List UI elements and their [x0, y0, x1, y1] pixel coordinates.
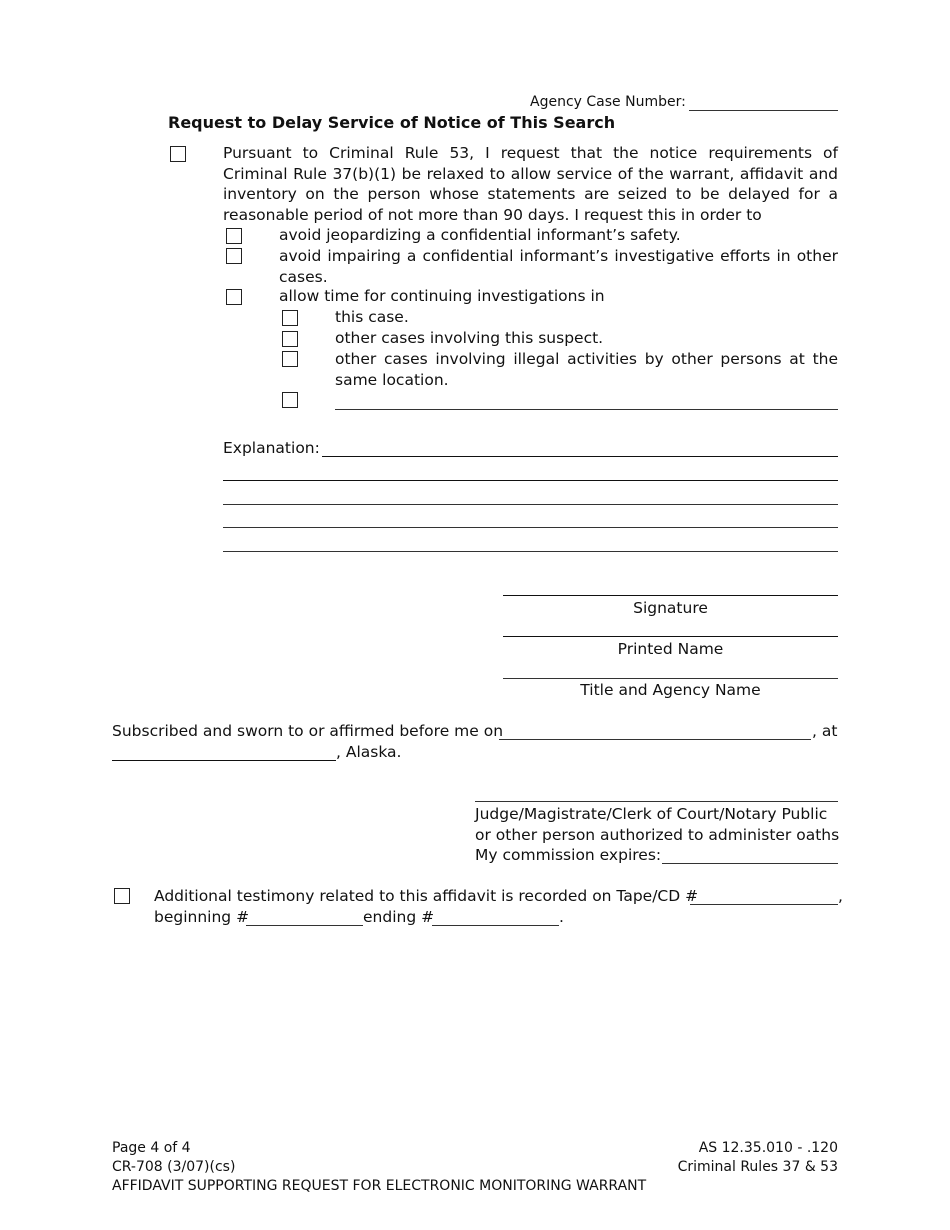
sworn-date-field[interactable]	[499, 739, 811, 740]
beginning-number-field[interactable]	[246, 925, 363, 926]
informant-efforts-checkbox[interactable]	[226, 248, 242, 264]
officer-title-line-1: Judge/Magistrate/Clerk of Court/Notary Public	[475, 805, 828, 823]
request-paragraph: Pursuant to Criminal Rule 53, I request that the notice requirements of Criminal Rule 37(b)(1) be relaxed to allow service of the warrant, affidavit and inventory on the person whose statements are seized to be delayed for a reasonable period of not more than 90 days. I request this in order to	[223, 144, 838, 225]
sworn-text: Subscribed and sworn to or affirmed before me on	[112, 722, 504, 740]
explanation-label: Explanation:	[223, 439, 320, 457]
at-text: , at	[812, 722, 838, 740]
this-case-checkbox[interactable]	[282, 310, 298, 326]
ending-number-field[interactable]	[432, 925, 559, 926]
explanation-field-line-2[interactable]	[223, 480, 838, 481]
explanation-field-line-4[interactable]	[223, 527, 838, 528]
informant-safety-label: avoid jeopardizing a confidential informant’s safety.	[279, 226, 681, 244]
statute-reference: AS 12.35.010 - .120	[698, 1140, 838, 1156]
officer-signature-field[interactable]	[475, 801, 838, 802]
tape-number-field[interactable]	[690, 904, 838, 905]
rules-reference: Criminal Rules 37 & 53	[677, 1159, 838, 1175]
explanation-field-line-3[interactable]	[223, 504, 838, 505]
other-reason-checkbox[interactable]	[282, 392, 298, 408]
page-number: Page 4 of 4	[112, 1140, 191, 1156]
officer-title-line-2: or other person authorized to administer oaths	[475, 826, 840, 844]
title-agency-field[interactable]	[503, 678, 838, 679]
other-cases-suspect-label: other cases involving this suspect.	[335, 329, 604, 347]
additional-testimony-checkbox[interactable]	[114, 888, 130, 904]
commission-expires-field[interactable]	[662, 863, 838, 864]
continuing-investigations-label: allow time for continuing investigations in	[279, 287, 605, 305]
signature-field[interactable]	[503, 595, 838, 596]
printed-name-field[interactable]	[503, 636, 838, 637]
explanation-field-line-1[interactable]	[322, 456, 838, 457]
this-case-label: this case.	[335, 308, 409, 326]
commission-expires-label: My commission expires:	[475, 846, 662, 864]
agency-case-label: Agency Case Number:	[530, 94, 686, 110]
continuing-investigations-checkbox[interactable]	[226, 289, 242, 305]
other-cases-suspect-checkbox[interactable]	[282, 331, 298, 347]
alaska-text: , Alaska.	[336, 743, 402, 761]
agency-case-number-field[interactable]	[689, 110, 838, 111]
testimony-text: Additional testimony related to this affidavit is recorded on Tape/CD #	[154, 887, 699, 905]
section-title: Request to Delay Service of Notice of This Search	[168, 113, 616, 132]
title-agency-label: Title and Agency Name	[580, 681, 761, 699]
testimony-period: .	[559, 908, 564, 926]
form-title: AFFIDAVIT SUPPORTING REQUEST FOR ELECTRONIC MONITORING WARRANT	[112, 1178, 647, 1194]
testimony-comma: ,	[838, 887, 843, 905]
signature-label: Signature	[633, 599, 708, 617]
form-number: CR-708 (3/07)(cs)	[112, 1159, 236, 1175]
explanation-field-line-5[interactable]	[223, 551, 838, 552]
other-cases-location-checkbox[interactable]	[282, 351, 298, 367]
other-cases-location-label: other cases involving illegal activities by other persons at the same location.	[335, 350, 838, 389]
printed-name-label: Printed Name	[617, 640, 724, 658]
ending-label: ending #	[363, 908, 435, 926]
other-reason-field[interactable]	[335, 409, 838, 410]
sworn-place-field[interactable]	[112, 760, 336, 761]
informant-efforts-label: avoid impairing a confidential informant’s investigative efforts in other cases.	[279, 247, 838, 286]
beginning-label: beginning #	[154, 908, 250, 926]
informant-safety-checkbox[interactable]	[226, 228, 242, 244]
delay-request-checkbox[interactable]	[170, 146, 186, 162]
